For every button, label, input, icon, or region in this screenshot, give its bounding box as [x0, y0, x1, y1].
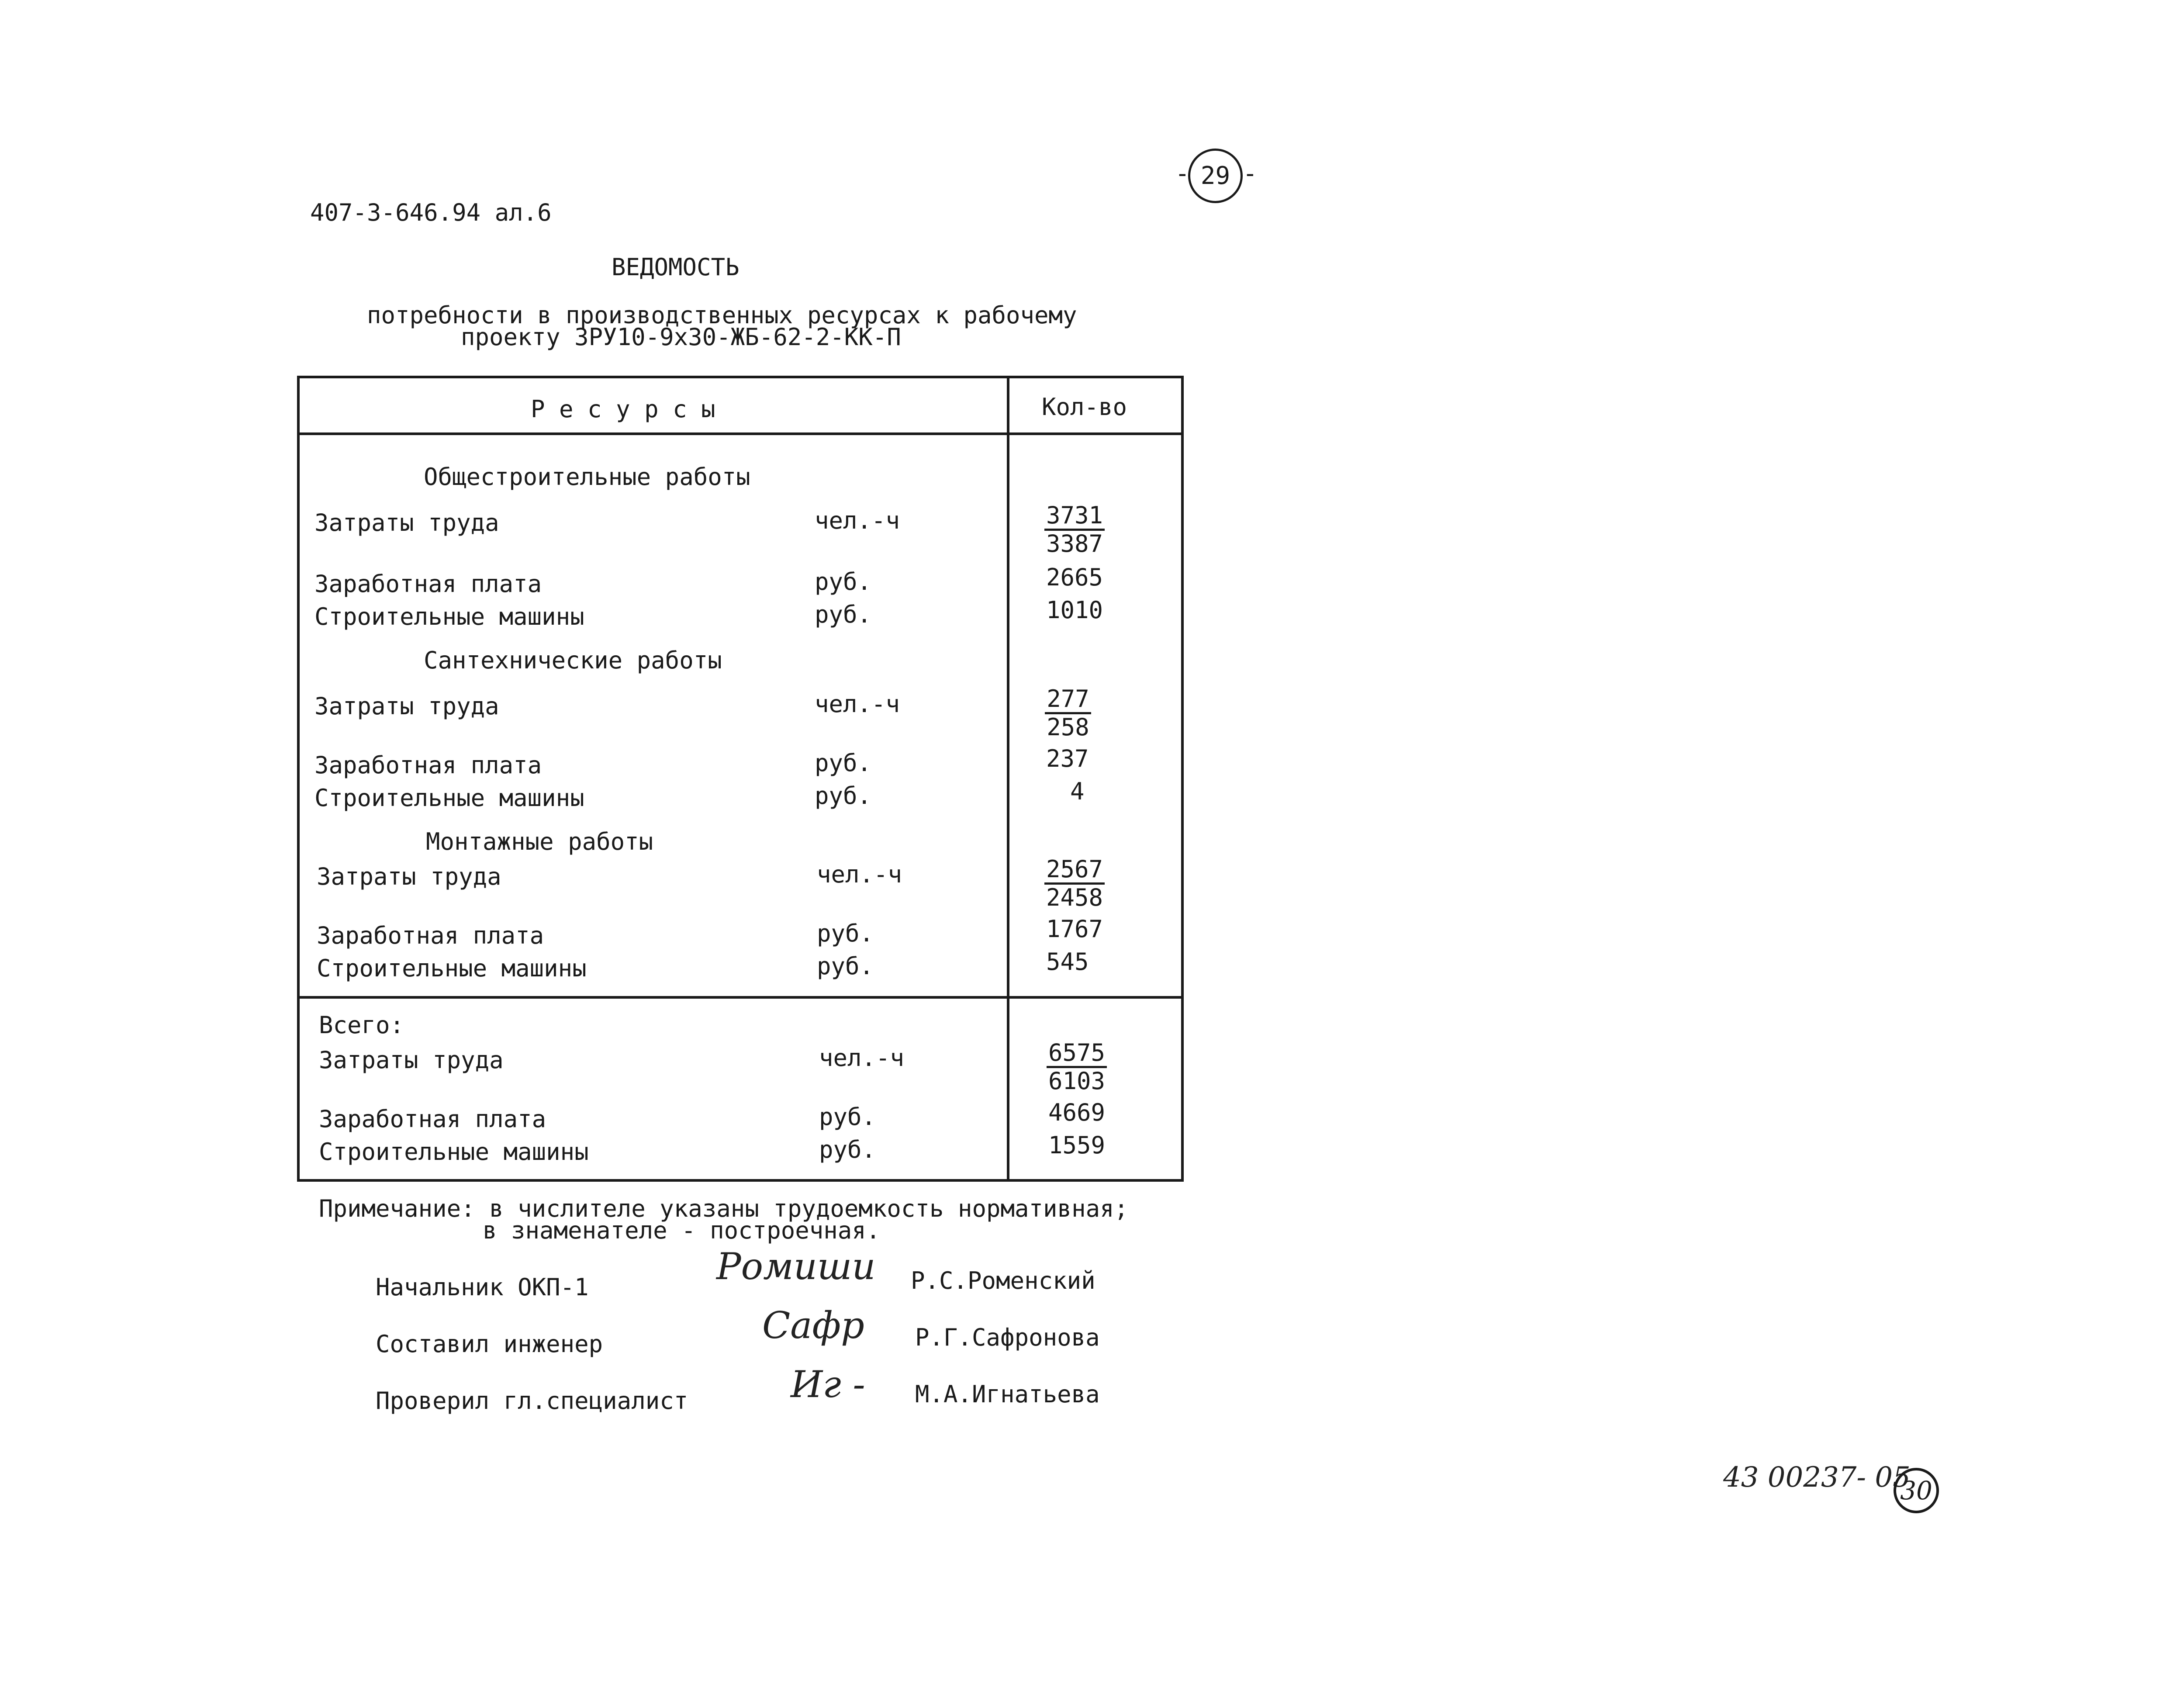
- handwritten-signature: Иг -: [791, 1363, 865, 1406]
- row-unit: чел.-ч: [815, 507, 900, 534]
- handwritten-signature: Сафр: [762, 1304, 864, 1347]
- row-value: 1010: [1046, 596, 1103, 624]
- row-unit: руб.: [819, 1103, 876, 1131]
- row-value: 2665: [1046, 564, 1103, 591]
- table-total-divider: [297, 996, 1184, 999]
- signature-role: Начальник ОКП-1: [376, 1273, 589, 1301]
- fraction-denominator: 2458: [1046, 884, 1103, 911]
- fraction-numerator: 3731: [1044, 502, 1105, 531]
- document-subtitle-line2: проекту 3РУ10-9х30-ЖБ-62-2-КК-П: [461, 323, 901, 351]
- row-name: Затраты труда: [319, 1046, 504, 1074]
- table-column-divider: [1007, 376, 1009, 1182]
- signatory-name: М.А.Игнатьева: [915, 1380, 1100, 1408]
- handwritten-signature: Ромиши: [716, 1245, 876, 1288]
- row-unit: руб.: [815, 601, 872, 628]
- row-fraction: [1031, 686, 1105, 740]
- section-title: Монтажные работы: [426, 828, 653, 855]
- row-value: 4: [1070, 778, 1085, 805]
- row-value: 1559: [1048, 1131, 1106, 1159]
- note-line1: Примечание: в числителе указаны трудоемкость нормативная;: [319, 1195, 1129, 1222]
- row-unit: руб.: [817, 952, 874, 980]
- row-value: 237: [1046, 745, 1089, 772]
- row-fraction: [1037, 856, 1112, 911]
- table-header-divider: [297, 432, 1184, 435]
- header-resources: Р е с у р с ы: [531, 395, 715, 423]
- header-quantity: Кол-во: [1042, 393, 1127, 421]
- row-fraction: [1037, 502, 1112, 557]
- row-unit: чел.-ч: [819, 1044, 905, 1072]
- page-number: 29: [1188, 149, 1243, 203]
- row-value: 1767: [1046, 915, 1103, 943]
- fraction-numerator: 2567: [1044, 856, 1105, 885]
- fraction-numerator: 6575: [1047, 1040, 1107, 1068]
- signature-role: Составил инженер: [376, 1330, 603, 1358]
- archive-code: 43 00237- 05: [1723, 1461, 1911, 1494]
- row-unit: чел.-ч: [815, 690, 900, 718]
- row-fraction: [1040, 1040, 1114, 1094]
- row-unit: руб.: [815, 782, 872, 809]
- fraction-denominator: 3387: [1046, 530, 1103, 557]
- document-code: 407-3-646.94 ал.6: [310, 199, 552, 226]
- section-title: Общестроительные работы: [424, 463, 750, 491]
- total-title: Всего:: [319, 1011, 404, 1039]
- fraction-denominator: 258: [1047, 713, 1089, 741]
- section-title: Сантехнические работы: [424, 647, 722, 674]
- row-name: Строительные машины: [317, 955, 587, 982]
- page-number-dash-right: -: [1243, 159, 1258, 188]
- fraction-numerator: 277: [1045, 686, 1091, 714]
- row-unit: руб.: [815, 749, 872, 777]
- row-name: Затраты труда: [317, 863, 501, 890]
- signatory-name: Р.С.Роменский: [911, 1267, 1095, 1294]
- row-unit: руб.: [819, 1136, 876, 1163]
- fraction-denominator: 6103: [1048, 1067, 1106, 1095]
- row-name: Заработная плата: [314, 570, 542, 598]
- document-subtitle-line1: потребности в производственных ресурсах к рабочему: [367, 301, 1077, 329]
- page-number-dash-left: -: [1175, 159, 1190, 188]
- row-name: Заработная плата: [319, 1105, 546, 1133]
- note-line2: в знаменателе - построечная.: [483, 1217, 881, 1244]
- archive-sheet-number: 30: [1894, 1468, 1939, 1513]
- row-unit: руб.: [817, 920, 874, 947]
- row-name: Затраты труда: [314, 692, 499, 720]
- row-name: Заработная плата: [317, 922, 544, 949]
- row-unit: чел.-ч: [817, 861, 902, 888]
- row-value: 4669: [1048, 1099, 1106, 1126]
- row-name: Строительные машины: [314, 603, 584, 630]
- row-name: Строительные машины: [319, 1138, 589, 1166]
- row-name: Затраты труда: [314, 509, 499, 536]
- signature-role: Проверил гл.специалист: [376, 1387, 688, 1415]
- row-unit: руб.: [815, 568, 872, 595]
- document-title: ВЕДОМОСТЬ: [612, 253, 740, 281]
- row-name: Строительные машины: [314, 784, 584, 812]
- signatory-name: Р.Г.Сафронова: [915, 1324, 1100, 1351]
- row-value: 545: [1046, 948, 1089, 976]
- row-name: Заработная плата: [314, 751, 542, 779]
